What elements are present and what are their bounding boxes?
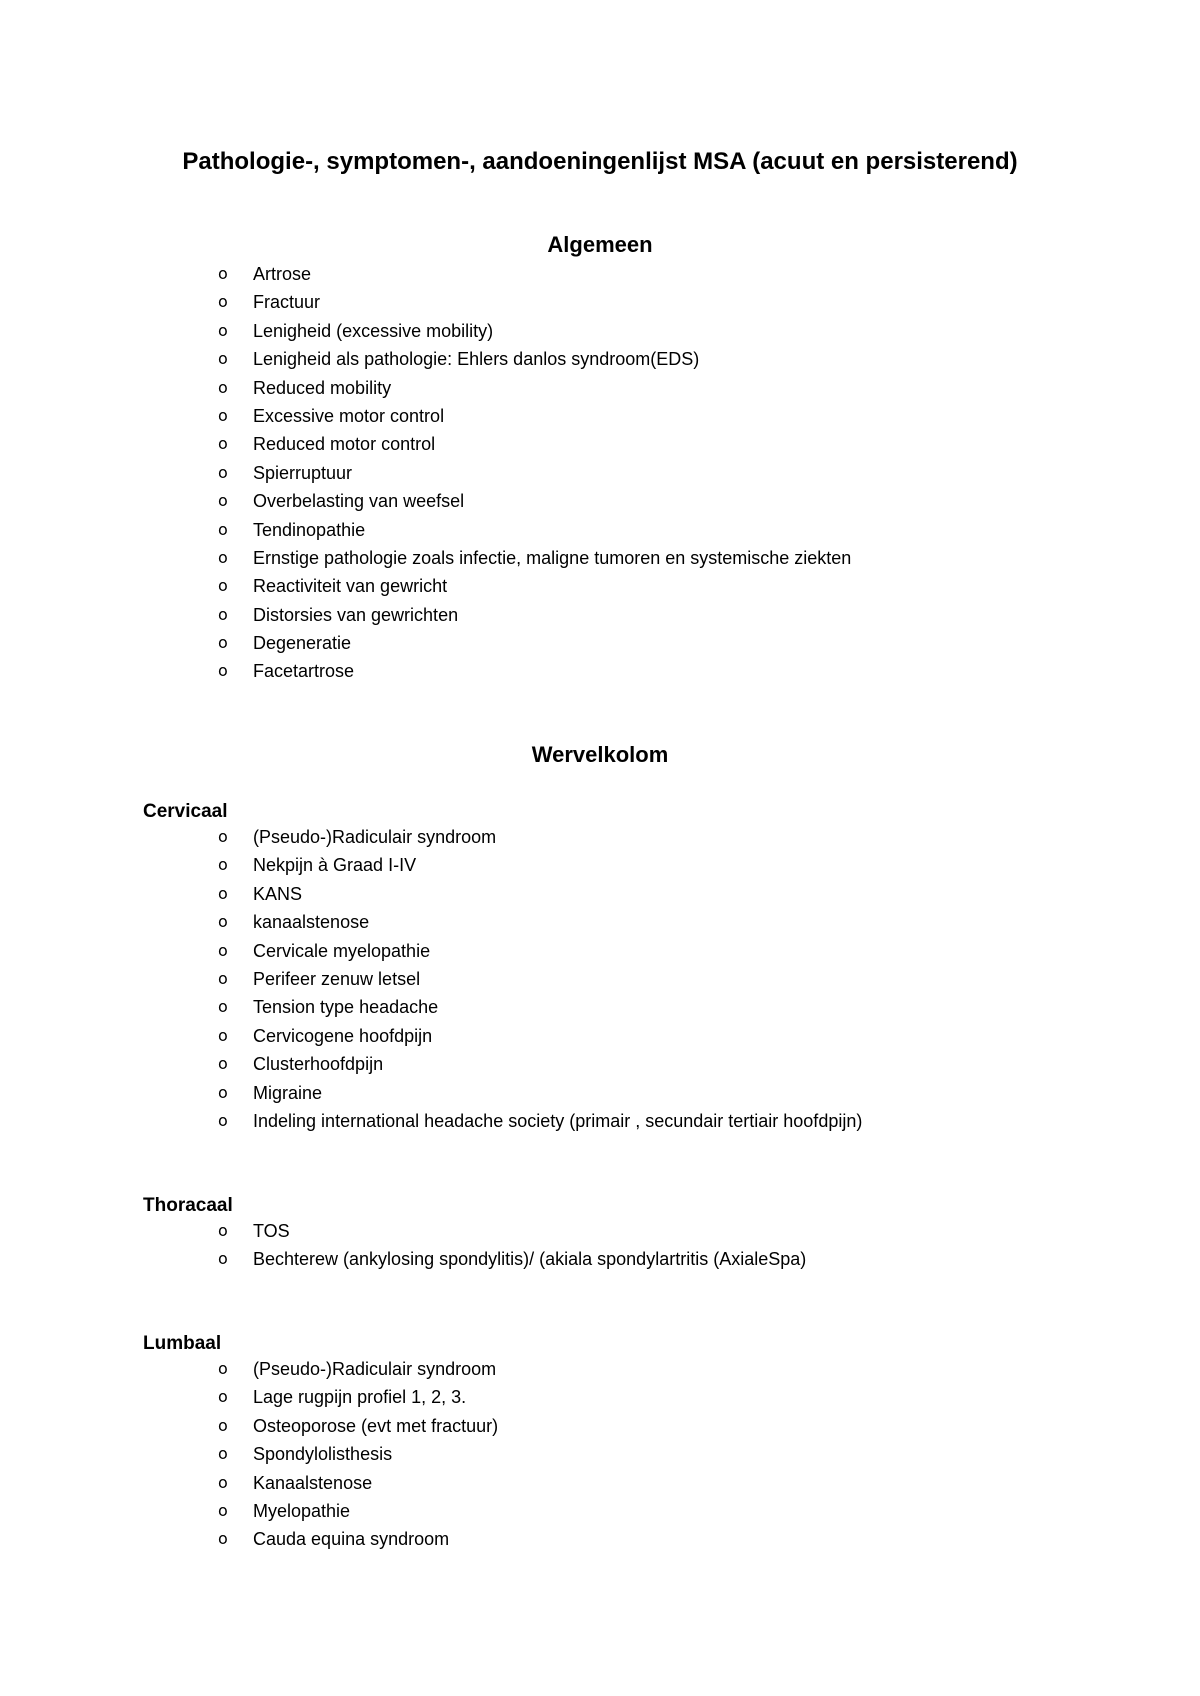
list-item-text: Cauda equina syndroom bbox=[253, 1529, 450, 1550]
list-item-text: Excessive motor control bbox=[253, 405, 445, 426]
list-item bbox=[0, 345, 851, 373]
bullet-marker: o bbox=[218, 1500, 228, 1520]
list-item-text: Reduced mobility bbox=[253, 377, 392, 398]
bullet-marker: o bbox=[218, 1221, 228, 1240]
list-item-text: Reduced motor control bbox=[253, 434, 436, 455]
list-item-text: TOS bbox=[253, 1221, 290, 1241]
list-item-text: Lenigheid (excessive mobility) bbox=[253, 320, 494, 341]
list-item-text: Reactiviteit van gewricht bbox=[253, 576, 448, 597]
bullet-marker: o bbox=[218, 349, 228, 369]
list-item bbox=[0, 487, 851, 515]
list-item-text: Fractuur bbox=[253, 292, 321, 313]
bullet-marker: o bbox=[218, 912, 228, 932]
bullet-marker: o bbox=[218, 1444, 228, 1464]
list-item bbox=[0, 430, 851, 458]
list-item-text: Bechterew (ankylosing spondylitis)/ (akiala spondylartritis (AxialeSpa) bbox=[253, 1249, 807, 1270]
list-item bbox=[0, 908, 862, 936]
list-item-text: Perifeer zenuw letsel bbox=[253, 968, 421, 989]
bullet-marker: o bbox=[218, 661, 228, 681]
list-item bbox=[0, 516, 851, 544]
list-cervicaal bbox=[0, 823, 862, 1135]
list-item bbox=[0, 629, 851, 657]
list-thoracaal bbox=[0, 1217, 806, 1274]
list-item bbox=[0, 544, 851, 572]
section-heading-algemeen: Algemeen bbox=[547, 232, 653, 257]
bullet-marker: o bbox=[218, 1472, 228, 1492]
bullet-marker: o bbox=[218, 547, 228, 567]
list-item-text: Degeneratie bbox=[253, 633, 352, 654]
list-item bbox=[0, 937, 862, 965]
list-item-text: Myelopathie bbox=[253, 1500, 351, 1521]
list-item-text: Lenigheid als pathologie: Ehlers danlos syndroom(EDS) bbox=[253, 349, 700, 370]
list-algemeen bbox=[0, 260, 851, 686]
list-item-text: Facetartrose bbox=[253, 661, 355, 682]
bullet-marker: o bbox=[218, 405, 228, 425]
bullet-marker: o bbox=[218, 1110, 228, 1130]
bullet-marker: o bbox=[218, 576, 228, 596]
list-item-text: Spierruptuur bbox=[253, 462, 353, 483]
bullet-marker: o bbox=[218, 1082, 228, 1102]
bullet-marker: o bbox=[218, 997, 228, 1017]
list-item bbox=[0, 657, 851, 685]
list-item bbox=[0, 1497, 498, 1525]
list-item-text: Osteoporose (evt met fractuur) bbox=[253, 1415, 499, 1436]
bullet-marker: o bbox=[218, 320, 228, 340]
list-item-text: Cervicale myelopathie bbox=[253, 940, 431, 961]
list-item bbox=[0, 993, 862, 1021]
list-item bbox=[0, 1079, 862, 1107]
bullet-marker: o bbox=[218, 940, 228, 960]
bullet-marker: o bbox=[218, 827, 228, 846]
bullet-marker: o bbox=[218, 264, 228, 283]
list-item-text: Migraine bbox=[253, 1082, 323, 1103]
list-lumbaal bbox=[0, 1355, 498, 1554]
list-item-text: Tension type headache bbox=[253, 997, 439, 1018]
list-item-text: Tendinopathie bbox=[253, 519, 366, 540]
bullet-marker: o bbox=[218, 883, 228, 903]
list-item bbox=[0, 1469, 498, 1497]
bullet-marker: o bbox=[218, 377, 228, 397]
list-item bbox=[0, 1107, 862, 1135]
list-item-text: kanaalstenose bbox=[253, 912, 370, 933]
list-item-text: Kanaalstenose bbox=[253, 1472, 373, 1493]
list-item-text: Indeling international headache society (primair , secundair tertiair hoofdpijn) bbox=[253, 1110, 863, 1131]
list-item bbox=[0, 288, 851, 316]
list-item-text: Clusterhoofdpijn bbox=[253, 1054, 384, 1075]
list-item bbox=[0, 851, 862, 879]
list-item-text: Cervicogene hoofdpijn bbox=[253, 1025, 433, 1046]
list-item-text: (Pseudo-)Radiculair syndroom bbox=[253, 827, 497, 847]
list-item-text: KANS bbox=[253, 883, 303, 904]
document-title: Pathologie-, symptomen-, aandoeningenlijst MSA (acuut en persisterend) bbox=[182, 148, 1018, 175]
list-item bbox=[0, 601, 851, 629]
bullet-marker: o bbox=[218, 1359, 228, 1378]
bullet-marker: o bbox=[218, 1054, 228, 1074]
bullet-marker: o bbox=[218, 434, 228, 454]
subheading-lumbaal: Lumbaal bbox=[143, 1333, 222, 1354]
list-item bbox=[0, 1440, 498, 1468]
bullet-marker: o bbox=[218, 1415, 228, 1435]
list-item-text: Overbelasting van weefsel bbox=[253, 491, 465, 512]
list-item bbox=[0, 1383, 498, 1411]
list-item-text: Spondylolisthesis bbox=[253, 1444, 393, 1465]
bullet-marker: o bbox=[218, 1249, 228, 1269]
bullet-marker: o bbox=[218, 633, 228, 653]
list-item bbox=[0, 823, 862, 851]
list-item bbox=[0, 1050, 862, 1078]
section-heading-wervelkolom: Wervelkolom bbox=[531, 742, 669, 767]
bullet-marker: o bbox=[218, 1529, 228, 1549]
list-item bbox=[0, 965, 862, 993]
bullet-marker: o bbox=[218, 519, 228, 539]
bullet-marker: o bbox=[218, 292, 228, 312]
list-item-text: Artrose bbox=[253, 264, 312, 284]
list-item bbox=[0, 572, 851, 600]
bullet-marker: o bbox=[218, 462, 228, 482]
bullet-marker: o bbox=[218, 491, 228, 511]
list-item bbox=[0, 402, 851, 430]
bullet-marker: o bbox=[218, 855, 228, 875]
list-item bbox=[0, 1525, 498, 1553]
subheading-cervicaal: Cervicaal bbox=[143, 801, 228, 822]
list-item-text: (Pseudo-)Radiculair syndroom bbox=[253, 1359, 497, 1379]
list-item-text: Lage rugpijn profiel 1, 2, 3. bbox=[253, 1387, 467, 1408]
list-item-text: Distorsies van gewrichten bbox=[253, 604, 459, 625]
list-item bbox=[0, 1412, 498, 1440]
list-item-text: Ernstige pathologie zoals infectie, maligne tumoren en systemische ziekten bbox=[253, 547, 852, 568]
bullet-marker: o bbox=[218, 968, 228, 988]
list-item bbox=[0, 1022, 862, 1050]
list-item bbox=[0, 1245, 806, 1273]
list-item bbox=[0, 459, 851, 487]
bullet-marker: o bbox=[218, 1025, 228, 1045]
list-item bbox=[0, 260, 851, 288]
bullet-marker: o bbox=[218, 1387, 228, 1407]
list-item bbox=[0, 317, 851, 345]
subheading-thoracaal: Thoracaal bbox=[143, 1195, 233, 1216]
list-item bbox=[0, 374, 851, 402]
list-item bbox=[0, 1217, 806, 1245]
bullet-marker: o bbox=[218, 604, 228, 624]
list-item bbox=[0, 1355, 498, 1383]
list-item-text: Nekpijn à Graad I-IV bbox=[253, 855, 417, 876]
list-item bbox=[0, 880, 862, 908]
